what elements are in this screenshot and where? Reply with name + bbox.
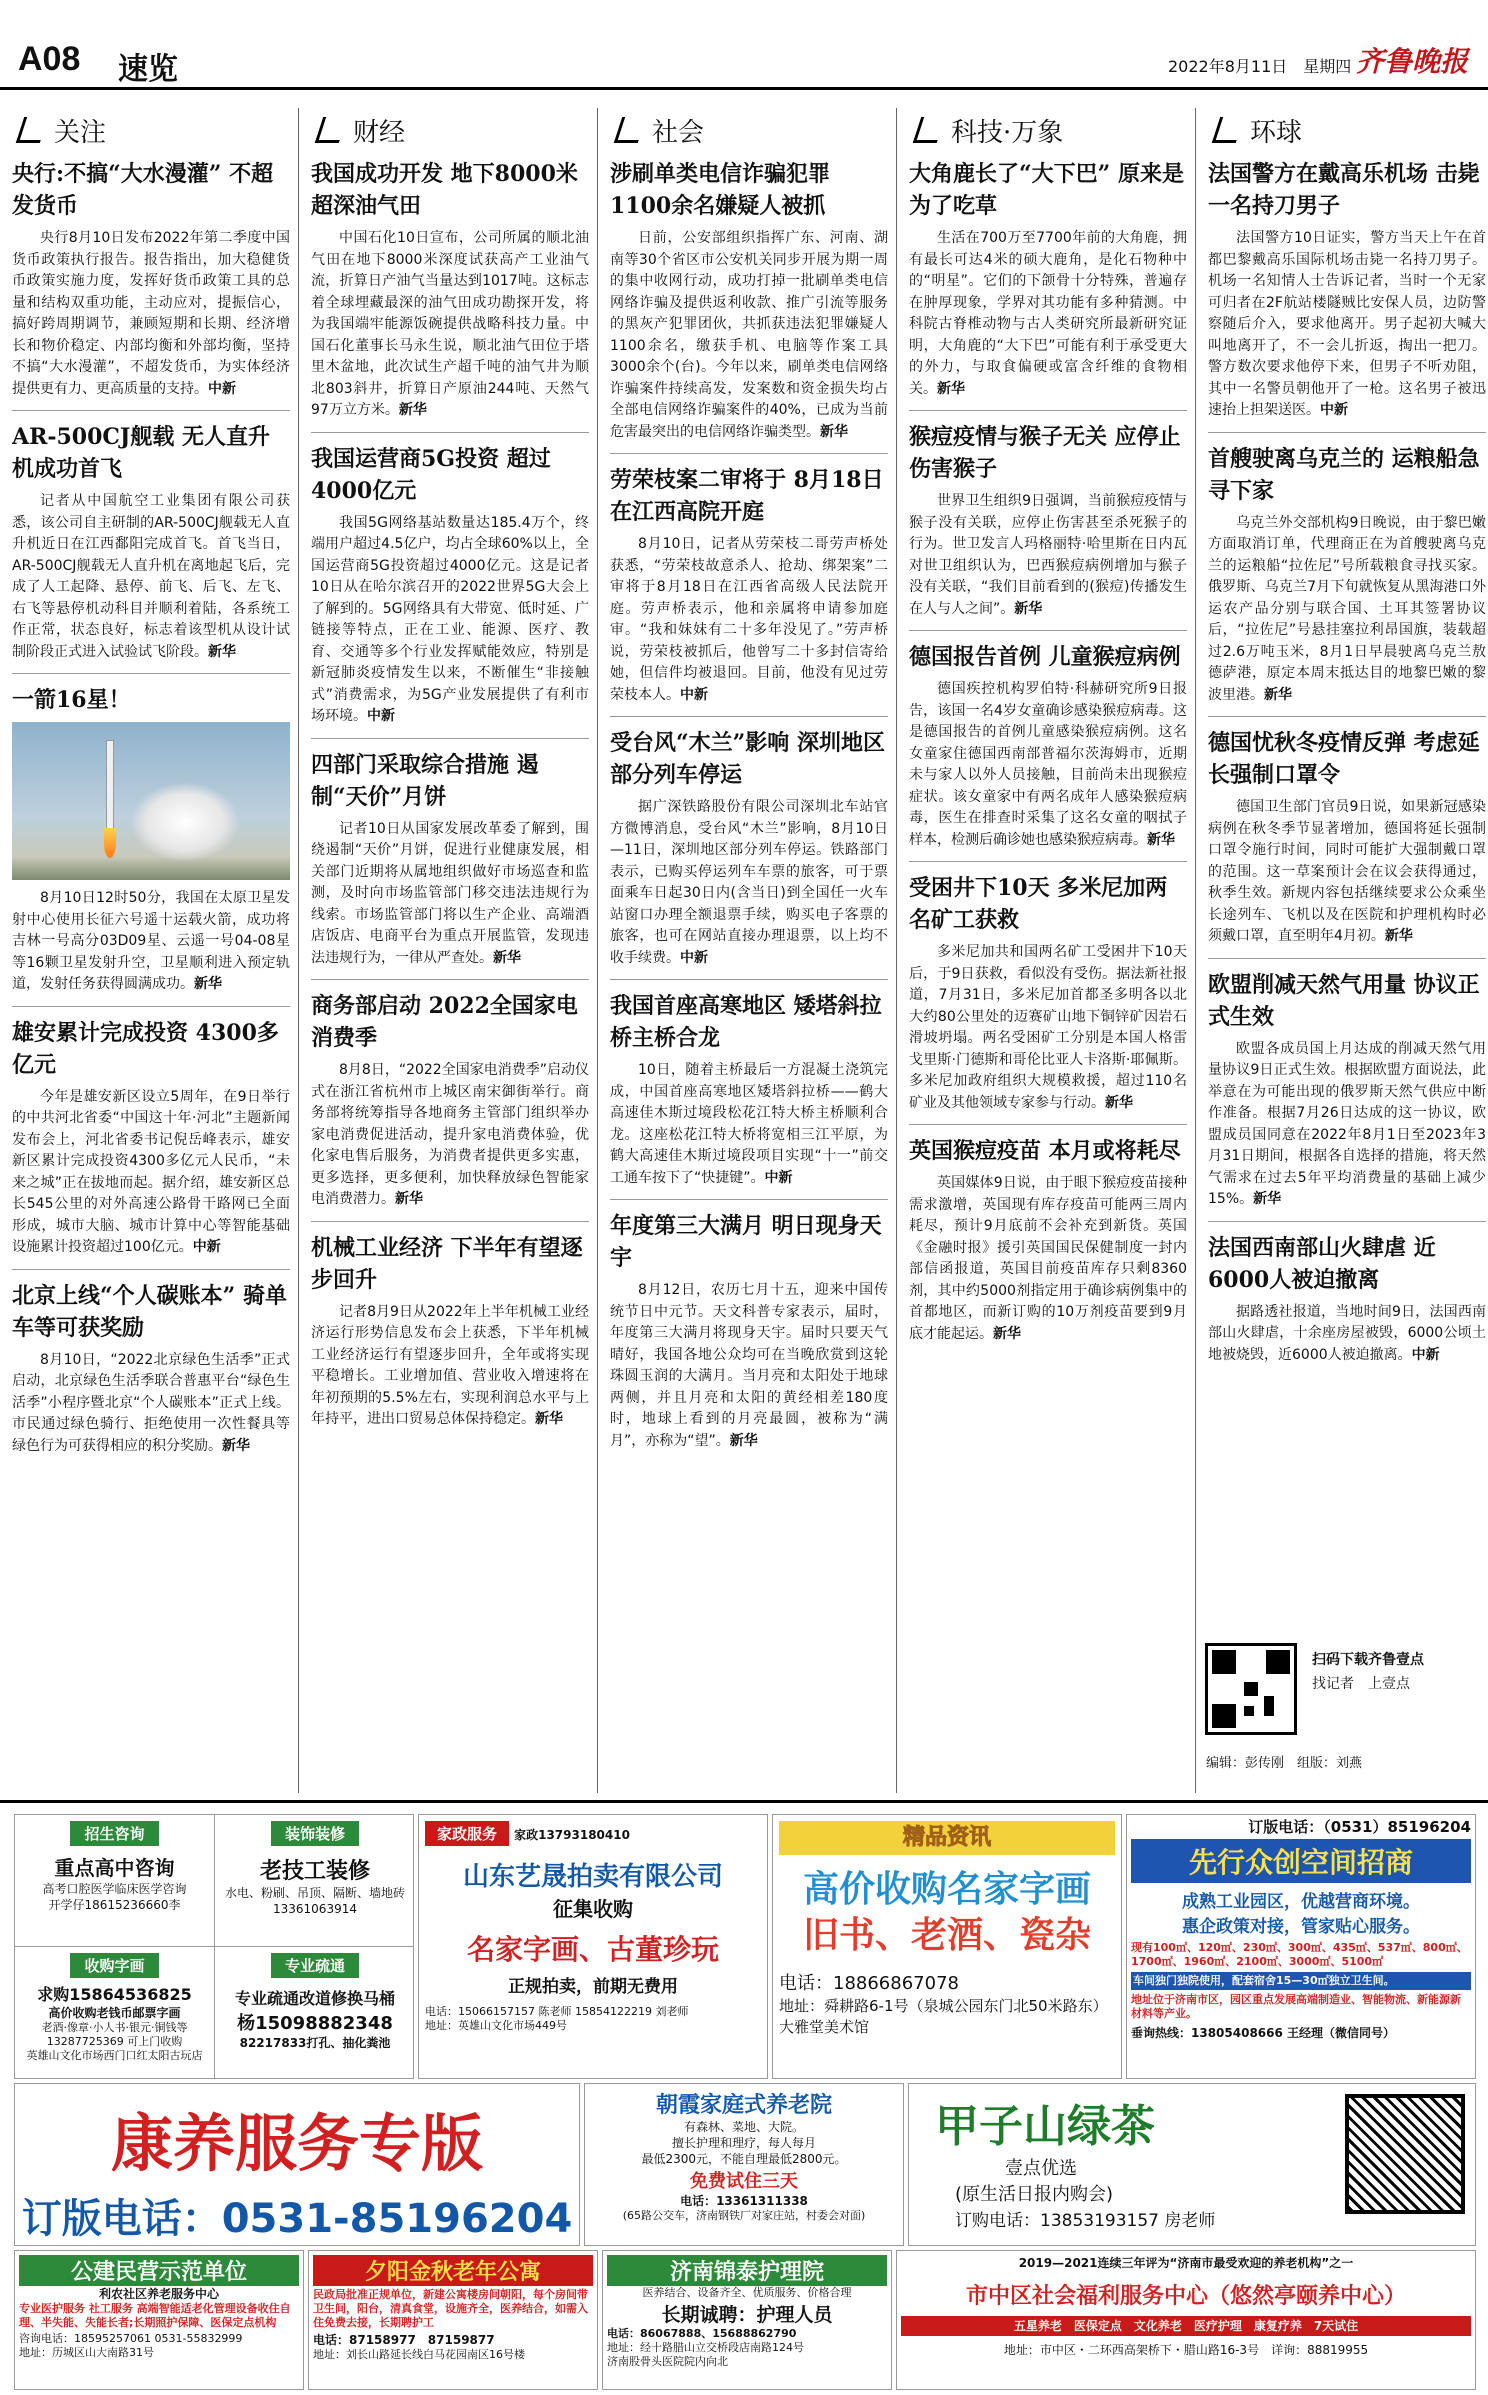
auction-ad[interactable]: 家政服务 家政13793180410 山东艺晟拍卖有限公司 征集收购 名家字画、古董珍玩 正规拍卖，前期无费用 电话：15066157157 陈老师 15854122219 刘老师 地址：英雄山文化市场449号 — [418, 1814, 768, 2079]
editor-credit: 编辑：彭传刚 组版：刘燕 — [1206, 1756, 1363, 1771]
issue-date: 2022年8月11日 星期四 — [1168, 57, 1352, 76]
article[interactable]: 劳荣枝案二审将于 8月18日在江西高院开庭 8月10日，记者从劳荣枝二哥劳声桥处获悉，“劳荣枝故意杀人、抢劫、绑架案”二审将于8月18日在江西省高级人民法院开庭。劳声桥表示，他和亲属将申请参加庭审。“我和妹妹有二十多年没见了。”劳声桥说，劳荣枝被抓后，他曾写二十多封信寄给她，但信件均被退回。目前，他没有见过劳荣枝本人。中新 — [610, 467, 888, 703]
column-tag: 关注 — [12, 108, 290, 152]
article[interactable]: 受台风“木兰”影响 深圳地区部分列车停运 据广深铁路股份有限公司深圳北车站官方微博消息，受台风“木兰”影响，8月10日—11日，深圳地区部分列车停运。铁路部门表示，已购买停运列车车票的旅客，可于票面乘车日起30日内(含当日)到全国任一火车站窗口办理全额退票手续，购买电子客票的旅客，也可在网站直接办理退票，以上均不收手续费。中新 — [610, 730, 888, 966]
collectibles-ad[interactable]: 精品资讯 高价收购名家字画 旧书、老酒、瓷杂 电话：18866867078 地址：舜耕路6-1号（泉城公园东门北50米路东）大雅堂美术馆 — [772, 1814, 1122, 2079]
nursing-hospital-ad[interactable]: 济南锦泰护理院 医养结合、设备齐全、优质服务、价格合理 长期诚聘：护理人员 电话：86067888、15688862790 地址：经十路腊山立交桥段店南路124号 济南股骨头医院院内向北 — [602, 2250, 892, 2390]
article[interactable]: 涉刷单类电信诈骗犯罪 1100余名嫌疑人被抓 日前，公安部组织指挥广东、河南、湖南等30个省区市公安机关同步开展为期一周的集中收网行动，成功打掉一批刷单类电信网络诈骗及提供返利收款、推广引流等服务的黑灰产犯罪团伙，共抓获违法犯罪嫌疑人1100余名，缴获手机、电脑等作案工具3000余个(台)。今年以来，刷单类电信网络诈骗案件持续高发，发案数和资金损失均占全部电信网络诈骗案件的40%，已成为当前危害最突出的电信网络诈骗类型。新华 — [610, 161, 888, 440]
article[interactable]: 欧盟削减天然气用量 协议正式生效 欧盟各成员国上月达成的削减天然气用量协议9日正式生效。根据欧盟方面说法，此举意在为可能出现的俄罗斯天然气供应中断作准备。根据7月26日达成的这一协议，欧盟成员国同意在2022年8月1日至2023年3月31日期间，根据各自选择的措施，将天然气需求在过去5年平均消费量的基础上减少15%。新华 — [1208, 971, 1486, 1207]
article[interactable]: 首艘驶离乌克兰的 运粮船急寻下家 乌克兰外交部机构9日晚说，由于黎巴嫩方面取消订单，代理商正在为首艘驶离乌克兰的运粮船“拉佐尼”号所载粮食寻找买家。俄罗斯、乌克兰7月下旬就恢复从黑海港口外运农产品分别与联合国、土耳其签署协议后，“拉佐尼”号悬挂塞拉利昂国旗，装载超过2.6万吨玉米，8月1日早晨驶离乌克兰敖德萨港，原定本周末抵达目的地黎巴嫩的黎波里港。新华 — [1208, 445, 1486, 703]
qr-code-icon[interactable] — [1345, 2094, 1465, 2214]
column-tag: 社会 — [610, 108, 888, 152]
senior-apartment-ad[interactable]: 夕阳金秋老年公寓 民政局批准正规单位，新建公寓楼房间朝阳，每个房间带卫生间，阳台，清真食堂，设施齐全，医养结合，如需入住免费去接，长期聘护工 电话：87158977 87159877 地址：刘长山路延长线白马花园南区16号楼 — [308, 2250, 598, 2390]
arrow-icon — [315, 117, 347, 143]
article[interactable]: 四部门采取综合措施 遏制“天价”月饼 记者10日从国家发展改革委了解到，围绕遏制“天价”月饼，促进行业健康发展，相关部门近期将从属地组织做好市场巡查和监测，及时向市场监管部门移交违法违规行为线索。市场监管部门将以生产企业、高端酒店饭店、电商平台为重点开展监管，发现违法违规行为，一律从严查处。新华 — [311, 751, 589, 966]
column-world — [1208, 108, 1486, 1638]
welfare-center-ad[interactable]: 2019—2021连续三年评为“济南市最受欢迎的养老机构”之一 市中区社会福利服务中心（悠然亭颐养中心） 五星养老 医保定点 文化养老 医疗护理 康复疗养 7天试住 地址：市中区・二环西高架桥下・腊山路16-3号 详询：88819955 — [896, 2250, 1476, 2390]
article[interactable]: 猴痘疫情与猴子无关 应停止伤害猴子 世界卫生组织9日强调，当前猴痘疫情与猴子没有关联，应停止伤害甚至杀死猴子的行为。世卫发言人玛格丽特·哈里斯在日内瓦对世卫组织认为，巴西猴痘病例增加与猴子没有关联，“我们目前看到的(猴痘)传播发生在人与人之间”。新华 — [909, 424, 1187, 617]
green-tea-ad[interactable]: 甲子山绿茶 壹点优选 (原生活日报内购会) 订购电话：13853193157 房老师 — [908, 2083, 1476, 2246]
rocket-launch-photo — [12, 722, 290, 880]
article[interactable]: 法国警方在戴高乐机场 击毙一名持刀男子 法国警方10日证实，警方当天上午在首都巴黎戴高乐国际机场击毙一名持刀男子。机场一名知情人士告诉记者，当时一个无家可归者在2F航站楼隧贼比安保人员，边防警察随后介入，要求他离开。男子起初大喊大叫地离开了，不一会儿折返，掏出一把刀。警方数次要求他停下来，但男子不听劝阻，其中一名警员朝他开了一枪。这名男子被迅速抬上担架送医。中新 — [1208, 161, 1486, 418]
column-finance — [311, 108, 589, 1793]
article[interactable]: 一箭16星！ 8月10日12时50分，我国在太原卫星发射中心使用长征六号遥十运载火箭，成功将吉林一号高分03D09星、云遥一号04-08星等16颗卫星发射升空，卫星顺利进入预定轨道，发射任务获得圆满成功。新华 — [12, 687, 290, 992]
article[interactable]: 大角鹿长了“大下巴” 原来是为了吃草 生活在700万至7700年前的大角鹿，拥有最长可达4米的硕大鹿角，是化石物种中的“明星”。它们的下颌骨十分特殊，普遍存在肿厚现象，学界对其功能有多种猜测。中科院古脊椎动物与古人类研究所最新研究证明，大角鹿的“大下巴”可能有利于承受更大的外力，与取食偏硬或富含纤维的食物相关。新华 — [909, 161, 1187, 397]
article[interactable]: 法国西南部山火肆虐 近6000人被迫撤离 据路透社报道，当地时间9日，法国西南部山火肆虐，十余座房屋被毁，6000公顷土地被烧毁，近6000人被迫撤离。中新 — [1208, 1234, 1486, 1363]
column-tag: 科技·万象 — [909, 108, 1187, 152]
senior-care-ad[interactable]: 公建民营示范单位 利农社区养老服务中心 专业医护服务 社工服务 高端智能适老化管理设备收住自理、半失能、失能长者;长期照护保障、医保定点机构 咨询电话：18595257061 0531-55832999 地址：历城区山大南路31号 — [14, 2250, 304, 2390]
incubator-ad[interactable]: 订版电话：（0531）85196204 先行众创空间招商 成熟工业园区，优越营商环境。 惠企政策对接，管家贴心服务。 现有100㎡、120㎡、230㎡、300㎡、435㎡、537㎡、800㎡、1700㎡、1960㎡、2100㎡、3000㎡、5100㎡ 车间独门独院使用，配套宿舍15—30㎡独立卫生间。 地址位于济南市区，园区重点发展高端制造业、智能物流、新能源新材料等产业。 垂询热线：13805408666 王经理（微信同号） — [1126, 1814, 1476, 2079]
nursing-home-ad[interactable]: 朝霞家庭式养老院 有森林、菜地、大院。 擅长护理和理疗，每人每月 最低2300元，不能自理最低2800元。 免费试住三天 电话：13361311338 (65路公交车，济南钢铁厂对家庄站，村委会对面) — [584, 2083, 904, 2246]
article[interactable]: 北京上线“个人碳账本” 骑单车等可获奖励 8月10日，“2022北京绿色生活季”正式启动，北京绿色生活季联合普惠平台“绿色生活季”小程序暨北京“个人碳账本”正式上线。市民通过绿色骑行、拒绝使用一次性餐具等绿色行为可获得相应的积分奖励。新华 — [12, 1282, 290, 1454]
qr-caption: 扫码下载齐鲁壹点 找记者 上壹点 — [1312, 1652, 1424, 1692]
column-tech — [909, 108, 1187, 1793]
column-tag: 财经 — [311, 108, 589, 152]
article[interactable]: 受困井下10天 多米尼加两名矿工获救 多米尼加共和国两名矿工受困井下10天后，于9日获救，看似没有受伤。据法新社报道，7月31日，多米尼加首都圣多明各以北大约80公里处的迈赛矿山地下铜锌矿因岩石滑坡坍塌。两名受困矿工分别是本国人格雷戈里斯·门德斯和哥伦比亚人卡洛斯·耶佩斯。多米尼加政府组织大规模救援，超过110名矿业及其他领域专家参与行动。新华 — [909, 875, 1187, 1111]
article[interactable]: 英国猴痘疫苗 本月或将耗尽 英国媒体9日说，由于眼下猴痘疫苗接种需求激增，英国现有库存疫苗可能两三周内耗尽，预计9月底前不会补充到新货。英国《金融时报》援引英国国民保健制度一封内部信函报道，英国目前疫苗库存只剩8360剂，其中约5000剂指定用于确诊病例集中的首都地区，而新订购的10万剂疫苗要到9月底才能起运。新华 — [909, 1138, 1187, 1342]
column-divider — [1195, 108, 1196, 1793]
health-care-section-ad[interactable]: 康养服务专版 订版电话：0531-85196204 — [14, 2083, 580, 2246]
article[interactable]: 机械工业经济 下半年有望逐步回升 记者8月9日从2022年上半年机械工业经济运行形势信息发布会上获悉，下半年机械工业经济运行有望逐步回升，全年或将实现平稳增长。工业增加值、营业收入增速将在年初预期的5.5%左右，实现利润总水平与上年持平，进出口贸易总体保持稳定。新华 — [311, 1234, 589, 1427]
advertisement-area — [0, 1800, 1488, 2395]
column-divider — [298, 108, 299, 1793]
column-divider — [597, 108, 598, 1793]
article[interactable]: 年度第三大满月 明日现身天宇 8月12日，农历七月十五，迎来中国传统节日中元节。天文科普专家表示，届时，年度第三大满月将现身天宇。届时只要天气晴好，我国各地公众均可在当晚欣赏到这轮珠圆玉润的大满月。当月亮和太阳处于地球两侧，并且月亮和太阳的黄经相差180度时，地球上看到的月亮最圆，被称为“满月”，亦称为“望”。新华 — [610, 1213, 888, 1449]
article[interactable]: 我国首座高寒地区 矮塔斜拉桥主桥合龙 10日，随着主桥最后一方混凝土浇筑完成，中国首座高寒地区矮塔斜拉桥——鹤大高速佳木斯过境段松花江特大桥主桥顺利合龙。这座松花江特大桥将宽相三江平原，为鹤大高速佳木斯过境段项目实现“十一”前交工通车按下了“快捷键”。中新 — [610, 993, 888, 1186]
article[interactable]: 央行:不搞“大水漫灌” 不超发货币 央行8月10日发布2022年第二季度中国货币政策执行报告。报告指出，加大稳健货币政策实施力度，发挥好货币政策工具的总量和结构双重功能，主动应对，提振信心，搞好跨周期调节，兼顾短期和长期、经济增长和物价稳定、内部均衡和外部均衡，坚持不搞“大水漫灌”，不超发货币，为实体经济提供更有力、更高质量的支持。中新 — [12, 161, 290, 397]
arrow-icon — [1212, 117, 1244, 143]
newspaper-logo: 齐鲁晚报 — [1356, 45, 1469, 78]
page-number: A08 — [18, 40, 81, 78]
article[interactable]: 我国运营商5G投资 超过4000亿元 我国5G网络基站数量达185.4万个，终端用户超过4.5亿户，均占全球60%以上，全国运营商5G投资超过4000亿元。这是记者10日从在哈尔滨召开的2022世界5G大会上了解到的。5G网络具有大带宽、低时延、广链接等特点，正在工业、能源、医疗、教育、交通等多个行业发挥赋能效应，特别是新冠肺炎疫情发生以来，不断催生“非接触式”消费需求，为5G产业发展提供了有利市场环境。中新 — [311, 445, 589, 724]
qr-code-icon[interactable] — [1205, 1643, 1297, 1735]
article[interactable]: 我国成功开发 地下8000米超深油气田 中国石化10日宣布，公司所属的顺北油气田在地下8000米深度试获高产工业油气流，折算日产油气当量达到1017吨。这标志着全球埋藏最深的油气田成功勘探开发，将为我国端牢能源饭碗提供战略科技力量。中国石化董事长马永生说，顺北油气田位于塔里木盆地，此次试生产超千吨的油气井为顺北803斜井，折算日产原油244吨、天然气97万立方米。新华 — [311, 161, 589, 418]
arrow-icon — [913, 117, 945, 143]
column-divider — [896, 108, 897, 1793]
column-society — [610, 108, 888, 1793]
page-header — [0, 0, 1488, 90]
arrow-icon — [16, 117, 48, 143]
article[interactable]: AR-500CJ舰载 无人直升机成功首飞 记者从中国航空工业集团有限公司获悉，该公司自主研制的AR-500CJ舰载无人直升机近日在江西鄱阳完成首飞。首飞当日，AR-500CJ舰载无人直升机在离地起飞后，完成了人工起降、悬停、前飞、后飞、左飞、右飞等悬停机动科目并顺利着陆，各系统工作正常，状态良好，标志着该型机从设计试制阶段正式进入试验试飞阶段。新华 — [12, 424, 290, 660]
article[interactable]: 商务部启动 2022全国家电消费季 8月8日，“2022全国家电消费季”启动仪式在浙江省杭州市上城区南宋御街举行。商务部将统筹指导各地商务主管部门组织举办家电消费促进活动，提升家电消费体验，优化家电售后服务，为消费者提供更多实惠，更多选择，更多便利，加快释放绿色智能家电消费潜力。新华 — [311, 993, 589, 1207]
article[interactable]: 德国忧秋冬疫情反弹 考虑延长强制口罩令 德国卫生部门官员9日说，如果新冠感染病例在秋冬季节显著增加，德国将延长强制口罩令施行时间，同时可能扩大强制戴口罩的范围。这一草案预计会在议会获得通过，秋季生效。新规内容包括继续要求公众乘坐长途列车、飞机以及在医院和护理机构时必须戴口罩，直至明年4月初。新华 — [1208, 730, 1486, 944]
article[interactable]: 德国报告首例 儿童猴痘病例 德国疾控机构罗伯特·科赫研究所9日报告，该国一名4岁女童确诊感染猴痘病毒。这是德国报告的首例儿童感染猴痘病例。这名女童家住德国西南部普福尔茨海姆市，近期未与家人以外人员接触，目前尚未出现猴痘症状。该女童家中有两名成年人感染猴痘病毒，医生在排查时采集了这名女童的咽拭子样本，检测后确诊她也感染猴痘病毒。新华 — [909, 644, 1187, 848]
section-title: 速览 — [118, 52, 178, 87]
column-tag: 环球 — [1208, 108, 1486, 152]
column-focus — [12, 108, 290, 1793]
article[interactable]: 雄安累计完成投资 4300多亿元 今年是雄安新区设立5周年，在9日举行的中共河北省委“中国这十年·河北”主题新闻发布会上，河北省委书记倪岳峰表示，雄安新区累计完成投资4300多亿元人民币，“未来之城”正在拔地而起。据介绍，雄安新区总长545公里的对外高速公路骨干路网已全面形成，城市大脑、城市计算中心等智能基础设施累计投资超过100亿元。中新 — [12, 1019, 290, 1255]
classified-ads[interactable]: 招生咨询 重点高中咨询 高考口腔医学临床医学咨询 开学仔18615236660李 装饰装修 老技工装修 水电、粉刷、吊顶、隔断、墙地砖13361063914 收购字画 求购15864536825 高价收购老钱币邮票字画 老酒·像章·小人书·银元·铜钱等 13287725369 可上门收购 英雄山文化市场西门口红太阳古玩店 专业疏通 专业疏通改道修换马桶 杨15098882348 82217833打孔、抽化粪池 — [14, 1814, 414, 2079]
arrow-icon — [614, 117, 646, 143]
